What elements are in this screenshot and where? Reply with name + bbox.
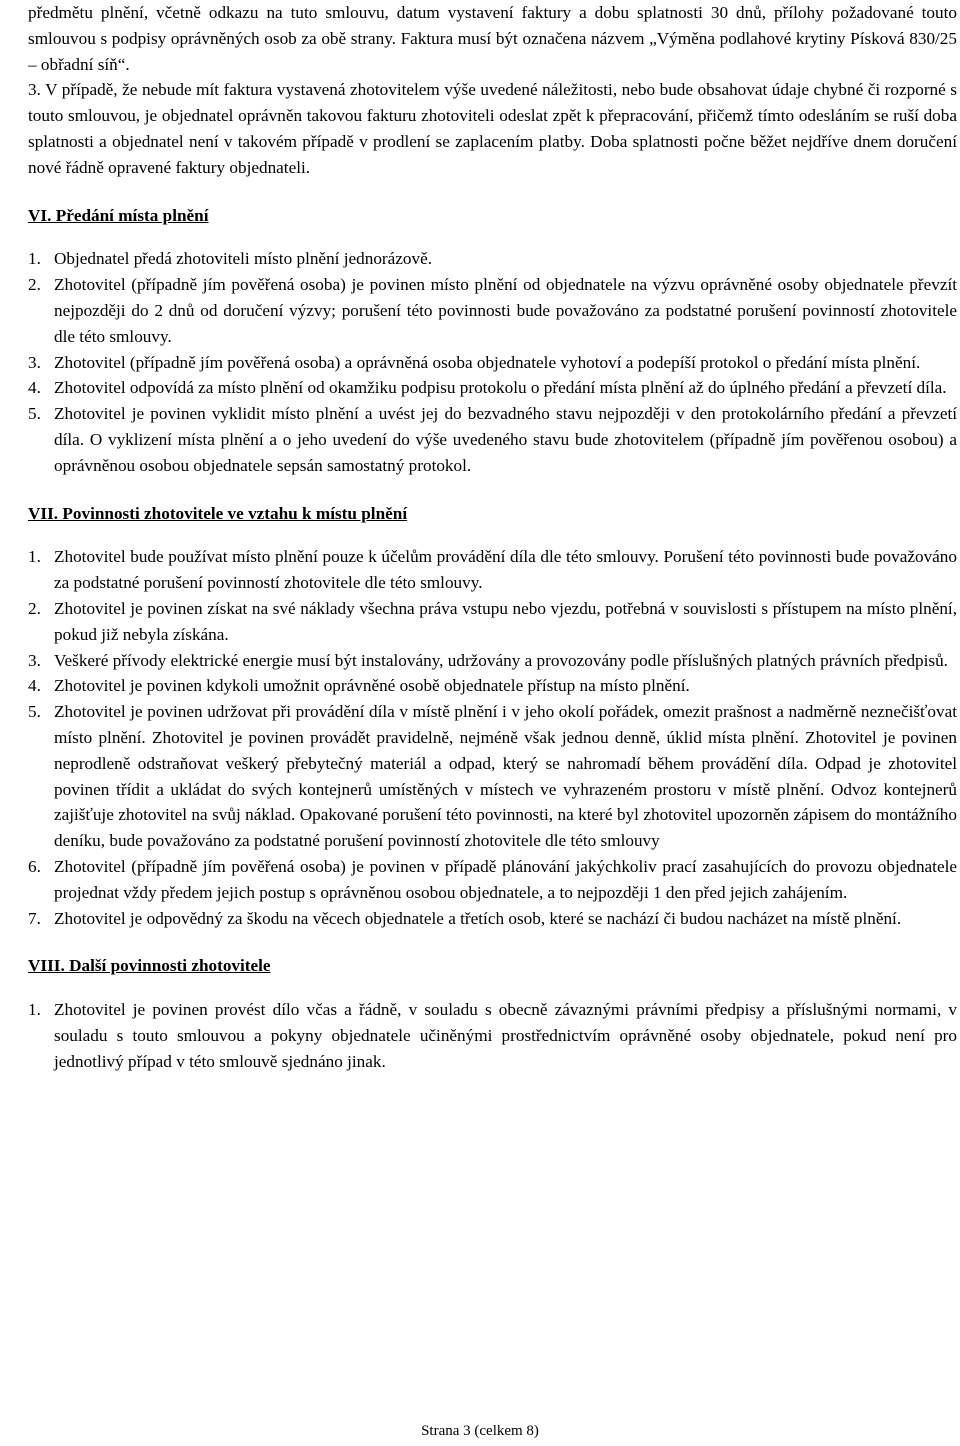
list-item — [28, 544, 957, 596]
section-6-heading: VI. Předání místa plnění — [28, 205, 209, 225]
list-item-number: 1. — [28, 547, 41, 567]
list-item-number: 1. — [28, 1000, 41, 1020]
list-item — [28, 401, 957, 478]
list-item-number: 2. — [28, 275, 41, 295]
section-7-list — [28, 544, 957, 931]
list-item — [28, 673, 957, 699]
page-footer: Strana 3 (celkem 8) — [421, 1423, 539, 1439]
list-item-number: 5. — [28, 404, 41, 424]
list-item-text: Zhotovitel odpovídá za místo plnění od okamžiku podpisu protokolu o předání místa plnění až do úplného předání a převzetí díla. — [54, 378, 947, 398]
list-item-number: 7. — [28, 908, 41, 928]
list-item-text: Zhotovitel je povinen získat na své náklady všechna práva vstupu nebo vjezdu, potřebná v souvislosti s přístupem na místo plnění, pokud již nebyla získána. — [54, 598, 957, 644]
list-item-text: Zhotovitel (případně jím pověřená osoba) je povinen v případě plánování jakýchkoliv prací zasahujících do provozu objednatele projednat vždy předem jejich postup s oprávněnou osobou objednatele, a to nejpozději 1 den před jejich zahájením. — [54, 856, 957, 902]
list-item-text: Zhotovitel bude používat místo plnění pouze k účelům provádění díla dle této smlouvy. Porušení této povinnosti bude považováno za podstatné porušení povinností zhotovitele dle této smlouvy. — [54, 547, 957, 593]
document-page — [28, 0, 957, 1074]
list-item-text: Objednatel předá zhotoviteli místo plnění jednorázově. — [54, 249, 433, 269]
list-item-text: Zhotovitel je povinen vyklidit místo plnění a uvést jej do bezvadného stavu nejpozději v den protokolárního předání a převzetí díla. O vyklizení místa plnění a o jeho uvedení do výše uvedeného stavu bude zhotovitelem (případně jím pověřenou osobou) a oprávněnou osobou objednatele sepsán samostatný protokol. — [54, 404, 957, 475]
intro-paragraph: předmětu plnění, včetně odkazu na tuto smlouvu, datum vystavení faktury a dobu splatnosti 30 dnů, přílohy požadované touto smlouvou s podpisy oprávněných osob za obě strany. Faktura musí být označena názvem „Výměna podlahové krytiny Písková 830/25 – obřadní síň“. — [28, 3, 957, 74]
list-item — [28, 272, 957, 349]
list-item-text: Zhotovitel je povinen kdykoli umožnit oprávněné osobě objednatele přístup na místo plnění. — [54, 676, 690, 696]
list-item — [28, 246, 957, 272]
list-item — [28, 648, 957, 674]
list-item — [28, 854, 957, 906]
list-item-text: Zhotovitel je povinen udržovat při provádění díla v místě plnění i v jeho okolí pořádek, omezit prašnost a nadměrně neznečišťovat místo plnění. Zhotovitel je povinen provádět pravidelně, nejméně však jednou denně, úklid místa plnění. Zhotovitel je povinen neprodleně odstraňovat veškerý přebytečný materiál a odpad, který se nahromadí během provádění díla. Odpad je zhotovitel povinen třídit a ukládat do svých kontejnerů umístěných v místech ve vyhrazeném prostoru v místě plnění. Odvoz kontejnerů zajišťuje zhotovitel na svůj náklad. Opakované porušení této povinnosti, na které byl zhotovitel upozorněn zápisem do montážního deníku, bude považováno za podstatné porušení povinností zhotovitele dle této smlouvy — [54, 702, 957, 851]
list-item-number: 2. — [28, 598, 41, 618]
list-item-number: 5. — [28, 702, 41, 722]
list-item-number: 1. — [28, 249, 41, 269]
list-item-number: 4. — [28, 378, 41, 398]
list-item — [28, 596, 957, 648]
section-8-list — [28, 997, 957, 1074]
list-item-text: Zhotovitel (případně jím pověřená osoba) a oprávněná osoba objednatele vyhotoví a podepíší protokol o předání místa plnění. — [54, 352, 921, 372]
list-item-text: Veškeré přívody elektrické energie musí být instalovány, udržovány a provozovány podle příslušných platných právních předpisů. — [54, 650, 948, 670]
list-item — [28, 699, 957, 854]
list-item-text: Zhotovitel je povinen provést dílo včas a řádně, v souladu s obecně závaznými právními předpisy a příslušnými normami, v souladu s touto smlouvou a pokyny objednatele učiněnými prostřednictvím oprávněné osoby objednatele, pokud není pro jednotlivý případ v této smlouvě sjednáno jinak. — [54, 1000, 957, 1071]
list-item — [28, 906, 957, 932]
list-item-number: 4. — [28, 676, 41, 696]
list-item — [28, 350, 957, 376]
section-8-heading: VIII. Další povinnosti zhotovitele — [28, 956, 271, 976]
list-item-number: 3. — [28, 650, 41, 670]
list-item-text: Zhotovitel je odpovědný za škodu na věcech objednatele a třetích osob, které se nachází či budou nacházet na místě plnění. — [54, 908, 902, 928]
intro-item-3: 3. V případě, že nebude mít faktura vystavená zhotovitelem výše uvedené náležitosti, nebo bude obsahovat údaje chybné či rozporné s touto smlouvou, je objednatel oprávněn takovou fakturu zhotoviteli odeslat zpět k přepracování, přičemž tímto odesláním se ruší doba splatnosti a objednatel není v takovém případě v prodlení se zaplacením platby. Doba splatnosti počne běžet nejdříve dnem doručení nové řádně opravené faktury objednateli. — [28, 80, 957, 177]
list-item-number: 3. — [28, 352, 41, 372]
list-item-text: Zhotovitel (případně jím pověřená osoba) je povinen místo plnění od objednatele na výzvu oprávněné osoby objednatele převzít nejpozději do 2 dnů od doručení výzvy; porušení této povinnosti bude považováno za podstatné porušení povinností zhotovitele dle této smlouvy. — [54, 275, 957, 346]
list-item-number: 6. — [28, 856, 41, 876]
list-item — [28, 375, 957, 401]
list-item — [28, 997, 957, 1074]
section-7-heading: VII. Povinnosti zhotovitele ve vztahu k místu plnění — [28, 503, 408, 523]
section-6-list — [28, 246, 957, 478]
